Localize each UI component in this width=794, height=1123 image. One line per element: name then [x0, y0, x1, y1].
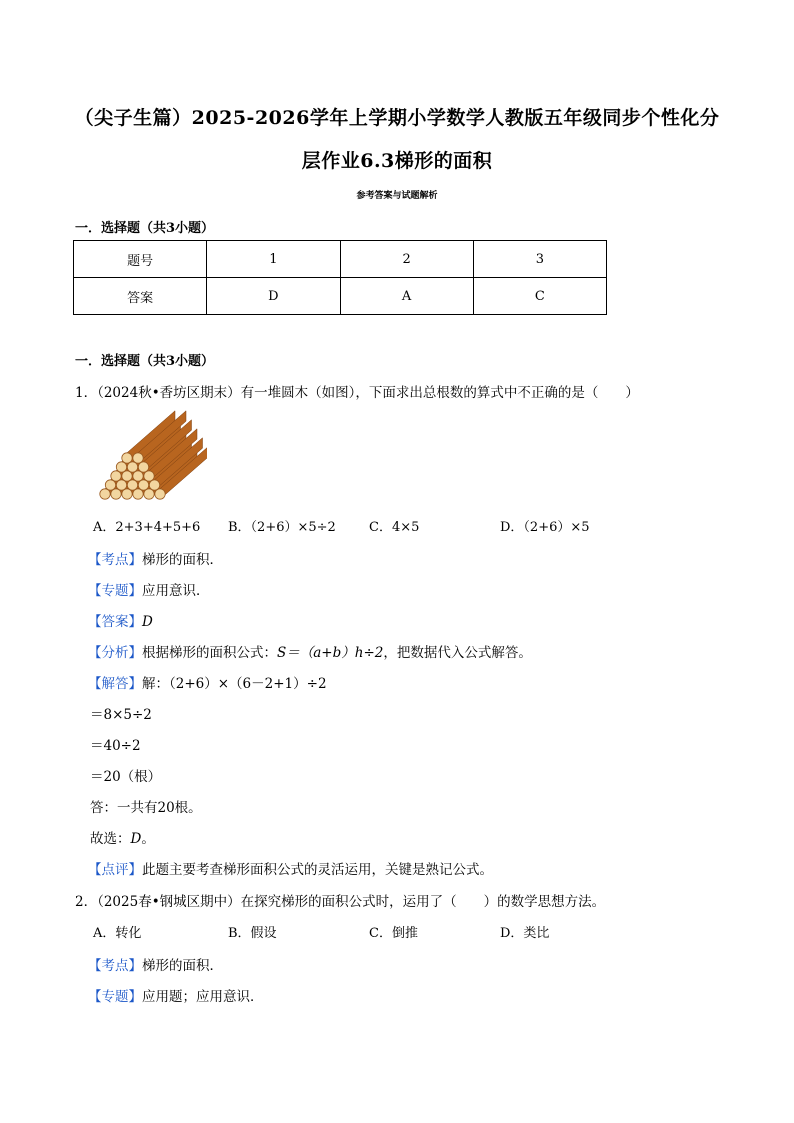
jieda-text: 解：（2+6）×（6－2+1）÷2: [142, 676, 327, 692]
question-1-option-a: A．2+3+4+5+6: [93, 520, 201, 535]
question-1-comment: [88, 858, 493, 878]
log-end: [122, 471, 132, 481]
zhuanti-tag: 【专题】: [88, 989, 142, 1005]
document-title-line-2: 层作业6.3梯形的面积: [301, 150, 493, 172]
fenxi-post: ，把数据代入公式解答。: [383, 645, 532, 661]
solution-step: ＝40÷2: [90, 738, 141, 754]
question-1-kaodian: [88, 548, 223, 568]
log-end: [111, 471, 121, 481]
daan-text: D: [142, 614, 153, 630]
table-cell: D: [207, 278, 340, 315]
log-end: [133, 453, 143, 463]
log-end: [138, 480, 148, 490]
question-2-zhuanti: [88, 985, 264, 1005]
solution-step: ＝8×5÷2: [90, 707, 152, 723]
table-cell: 1: [207, 241, 340, 278]
answer-table: [73, 240, 607, 315]
question-1-zhuanti: [88, 579, 210, 599]
question-2-option-d: D．类比: [500, 926, 550, 941]
table-cell: 2: [340, 241, 473, 278]
section-heading-questions: 一．选择题（共3小题）: [75, 354, 215, 369]
document-title-line-1: （尖子生篇）2025-2026学年上学期小学数学人教版五年级同步个性化分: [74, 107, 720, 129]
dianping-tag: 【点评】: [88, 862, 142, 878]
zhuanti-text: 应用意识．: [142, 583, 210, 599]
question-1-choice: [90, 827, 155, 847]
dianping-text: 此题主要考查梯形面积公式的灵活运用，关键是熟记公式。: [142, 862, 493, 878]
question-2-stem: 2．（2025春•钢城区期中）在探究梯形的面积公式时，运用了（ ）的数学思想方法。: [75, 894, 606, 910]
question-1-stem: 1．（2024秋•香坊区期末）有一堆圆木（如图），下面求出总根数的算式中不正确的是（ ）: [75, 385, 639, 401]
kaodian-text: 梯形的面积．: [142, 552, 223, 568]
question-1-option-d: D．（2+6）×5: [500, 520, 590, 535]
table-header-cell: 题号: [74, 241, 207, 278]
question-2-kaodian: [88, 954, 223, 974]
solution-step: 答：一共有20根。: [90, 800, 202, 816]
jieda-tag: 【解答】: [88, 676, 142, 692]
log-end: [133, 489, 143, 499]
log-end: [122, 489, 132, 499]
table-row: [74, 241, 607, 278]
kaodian-tag: 【考点】: [88, 958, 142, 974]
table-header-cell: 答案: [74, 278, 207, 315]
log-end: [100, 489, 110, 499]
kaodian-text: 梯形的面积．: [142, 958, 223, 974]
log-end: [144, 489, 154, 499]
fenxi-pre: 根据梯形的面积公式：: [142, 645, 277, 661]
log-end: [122, 453, 132, 463]
question-2-option-c: C．倒推: [369, 926, 418, 941]
fenxi-formula: S＝（a+b）h÷2: [277, 645, 384, 661]
table-cell: C: [473, 278, 606, 315]
zhuanti-text: 应用题；应用意识．: [142, 989, 264, 1005]
question-1-option-b: B．（2+6）×5÷2: [228, 520, 336, 535]
log-end: [149, 480, 159, 490]
solution-step: ＝20（根）: [90, 769, 162, 785]
document-subtitle: 参考答案与试题解析: [356, 191, 438, 201]
log-end: [127, 462, 137, 472]
section-heading-answers: 一．选择题（共3小题）: [75, 221, 215, 236]
zhuanti-tag: 【专题】: [88, 583, 142, 599]
question-1-analysis: [88, 641, 532, 661]
question-1-solution: [88, 672, 327, 692]
guxuan-answer: D: [130, 831, 142, 847]
daan-tag: 【答案】: [88, 614, 142, 630]
table-row: [74, 278, 607, 315]
table-cell: A: [340, 278, 473, 315]
kaodian-tag: 【考点】: [88, 552, 142, 568]
log-end: [138, 462, 148, 472]
guxuan-post: 。: [141, 831, 155, 847]
log-pile-image: [95, 408, 207, 504]
log-pile-icon: [95, 408, 207, 504]
guxuan-pre: 故选：: [90, 831, 131, 847]
log-end: [111, 489, 121, 499]
log-end: [155, 489, 165, 499]
log-end: [116, 480, 126, 490]
log-end: [133, 471, 143, 481]
log-end: [144, 471, 154, 481]
question-2-option-a: A．转化: [93, 926, 142, 941]
question-2-option-b: B．假设: [228, 926, 277, 941]
log-end: [116, 462, 126, 472]
log-end: [127, 480, 137, 490]
table-cell: 3: [473, 241, 606, 278]
log-end: [105, 480, 115, 490]
fenxi-tag: 【分析】: [88, 645, 142, 661]
question-1-option-c: C．4×5: [369, 520, 420, 535]
question-1-answer: [88, 610, 153, 630]
